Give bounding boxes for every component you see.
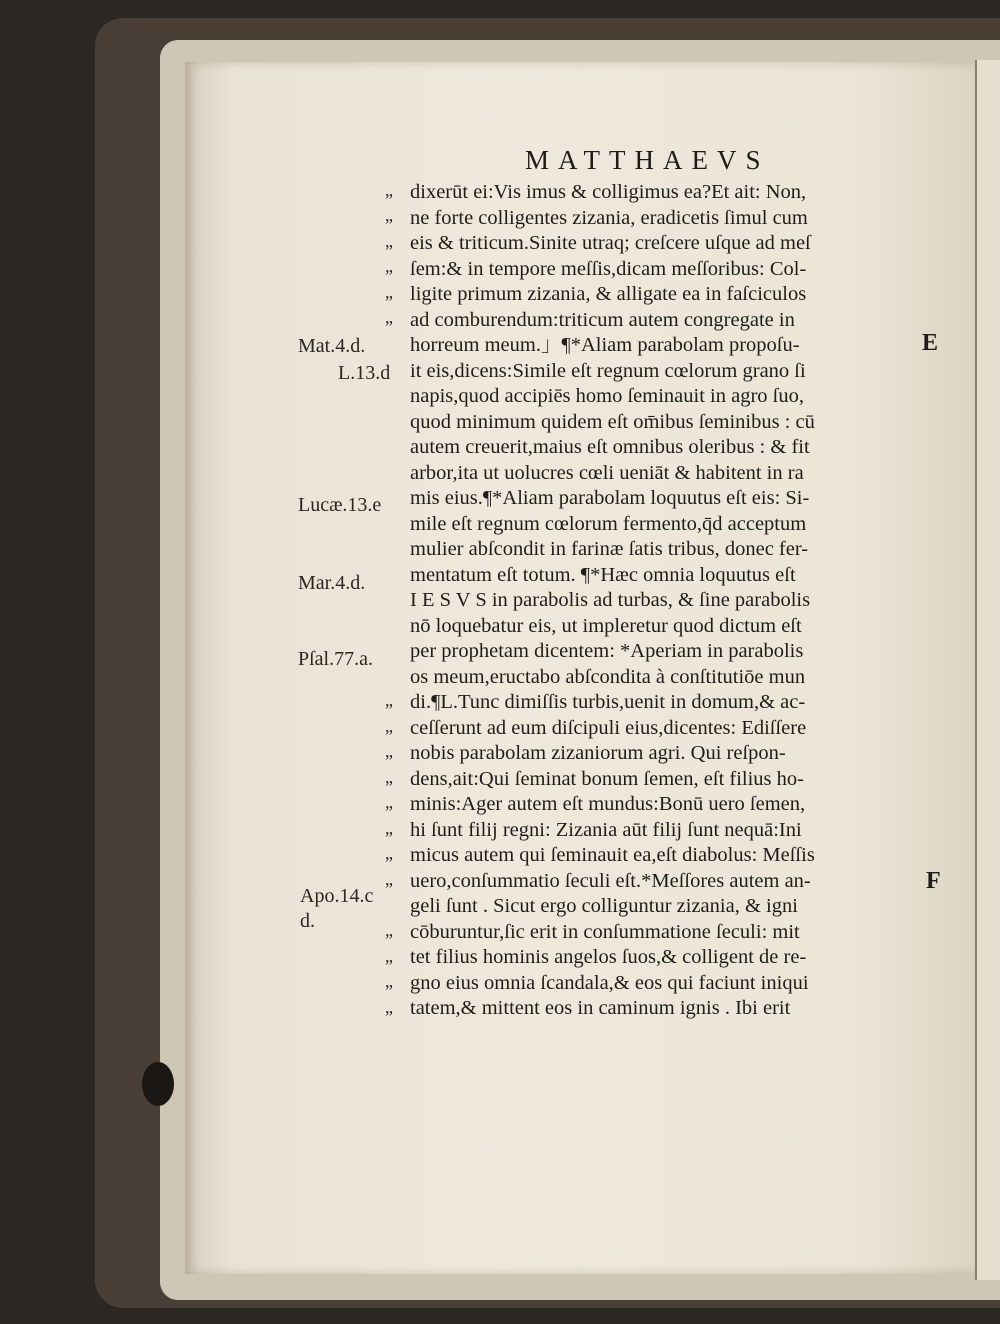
- text-line: horreum meum.」¶*Aliam parabolam propoſu-: [410, 334, 800, 356]
- text-line: geli ſunt . Sicut ergo colliguntur zizania, & igni: [410, 895, 798, 917]
- quote-mark: „: [385, 946, 393, 966]
- quote-mark: „: [385, 971, 393, 991]
- quote-mark: „: [385, 282, 393, 302]
- text-line: micus autem qui ſeminauit ea,eſt diabolus: Meſſis: [410, 844, 815, 866]
- text-line: cōburuntur,ſic erit in conſummatione ſeculi: mit: [410, 920, 800, 943]
- text-line: quod minimum quidem eſt om̄ibus ſeminibus : cū: [410, 410, 815, 433]
- running-header: MATTHAEVS: [525, 145, 770, 175]
- text-line: napis,quod accipiēs homo ſeminauit in agro ſuo,: [410, 385, 804, 407]
- text-line: tatem,& mittent eos in caminum ignis . Ibi erit: [410, 997, 791, 1019]
- text-line: hi ſunt filij regni: Zizania aūt filij ſunt nequā:Ini: [410, 818, 802, 841]
- text-line: minis:Ager autem eſt mundus:Bonū uero ſemen,: [410, 793, 806, 815]
- quote-mark: „: [385, 843, 393, 863]
- text-line: tet filius hominis angelos ſuos,& colligent de re-: [410, 946, 807, 968]
- quote-mark: „: [385, 741, 393, 761]
- text-line: per prophetam dicentem: *Aperiam in parabolis: [410, 640, 804, 662]
- text-line: autem creuerit,maius eſt omnibus oleribus : & fit: [410, 436, 810, 458]
- text-line: ſem:& in tempore meſſis,dicam meſſoribus: Col-: [410, 257, 807, 280]
- text-line: ad comburendum:triticum autem congregate in: [410, 308, 795, 331]
- quote-mark: „: [385, 818, 393, 838]
- text-line: uero,conſummatio ſeculi eſt.*Meſſores autem an-: [410, 869, 811, 892]
- text-line: mulier abſcondit in farinæ ſatis tribus, donec fer-: [410, 538, 809, 560]
- text-line: I E S V S in parabolis ad turbas, & ſine parabolis: [410, 589, 811, 611]
- quote-mark: „: [385, 869, 393, 889]
- text-line: di.¶L.Tunc dimiſſis turbis,uenit in domum,& ac-: [410, 691, 806, 713]
- quote-mark: „: [385, 997, 393, 1017]
- text-line: mentatum eſt totum. ¶*Hæc omnia loquutus eſt: [410, 563, 796, 586]
- quote-mark: „: [385, 231, 393, 251]
- text-line: nobis parabolam zizaniorum agri. Qui reſpon-: [410, 742, 786, 764]
- text-line: gno eius omnia ſcandala,& eos qui faciunt iniqui: [410, 971, 809, 994]
- text-line: eis & triticum.Sinite utraq; creſcere uſque ad meſ: [410, 232, 811, 254]
- quote-mark: „: [385, 256, 393, 276]
- section-letter: F: [926, 868, 941, 894]
- quote-mark: „: [385, 716, 393, 736]
- text-line: ligite primum zizania, & alligate ea in faſciculos: [410, 283, 807, 305]
- margin-ref: Mar.4.d.: [298, 572, 366, 594]
- right-page-edge: [975, 60, 1000, 1280]
- text-line: dens,ait:Qui ſeminat bonum ſemen, eſt filius ho-: [410, 767, 804, 790]
- margin-ref: Apo.14.c: [300, 885, 374, 907]
- text-line: arbor,ita ut uolucres cœli ueniāt & habitent in ra: [410, 461, 804, 484]
- text-line: dixerūt ei:Vis imus & colligimus ea?Et ait: Non,: [410, 181, 807, 203]
- section-letter: E: [922, 330, 939, 356]
- margin-ref: Mat.4.d.: [298, 335, 366, 357]
- ink-stain: [142, 1062, 174, 1106]
- quote-mark: „: [385, 792, 393, 812]
- text-line: mis eius.¶*Aliam parabolam loquutus eſt eis: Si-: [410, 487, 810, 509]
- margin-ref: Lucæ.13.e: [298, 494, 382, 516]
- text-line: ceſſerunt ad eum diſcipuli eius,dicentes: Ediſſere: [410, 716, 807, 739]
- body-text: [410, 180, 925, 1022]
- quote-mark: „: [385, 920, 393, 940]
- text-line: mile eſt regnum cœlorum fermento,q̄d acceptum: [410, 512, 807, 535]
- text-line: os meum,eructabo abſcondita à conſtitutiōe mun: [410, 665, 806, 688]
- text-line: it eis,dicens:Simile eſt regnum cœlorum grano ſi: [410, 359, 806, 382]
- margin-ref: d.: [300, 910, 315, 932]
- margin-ref: Pſal.77.a.: [298, 648, 373, 670]
- text-line: nō loquebatur eis, ut impleretur quod dictum eſt: [410, 614, 802, 637]
- quote-mark: „: [385, 180, 393, 200]
- margin-ref: L.13.d: [338, 362, 391, 384]
- quote-mark: „: [385, 690, 393, 710]
- quote-mark: „: [385, 307, 393, 327]
- text-line: ne forte colligentes zizania, eradicetis ſimul cum: [410, 206, 808, 229]
- quote-mark: „: [385, 205, 393, 225]
- quote-mark: „: [385, 767, 393, 787]
